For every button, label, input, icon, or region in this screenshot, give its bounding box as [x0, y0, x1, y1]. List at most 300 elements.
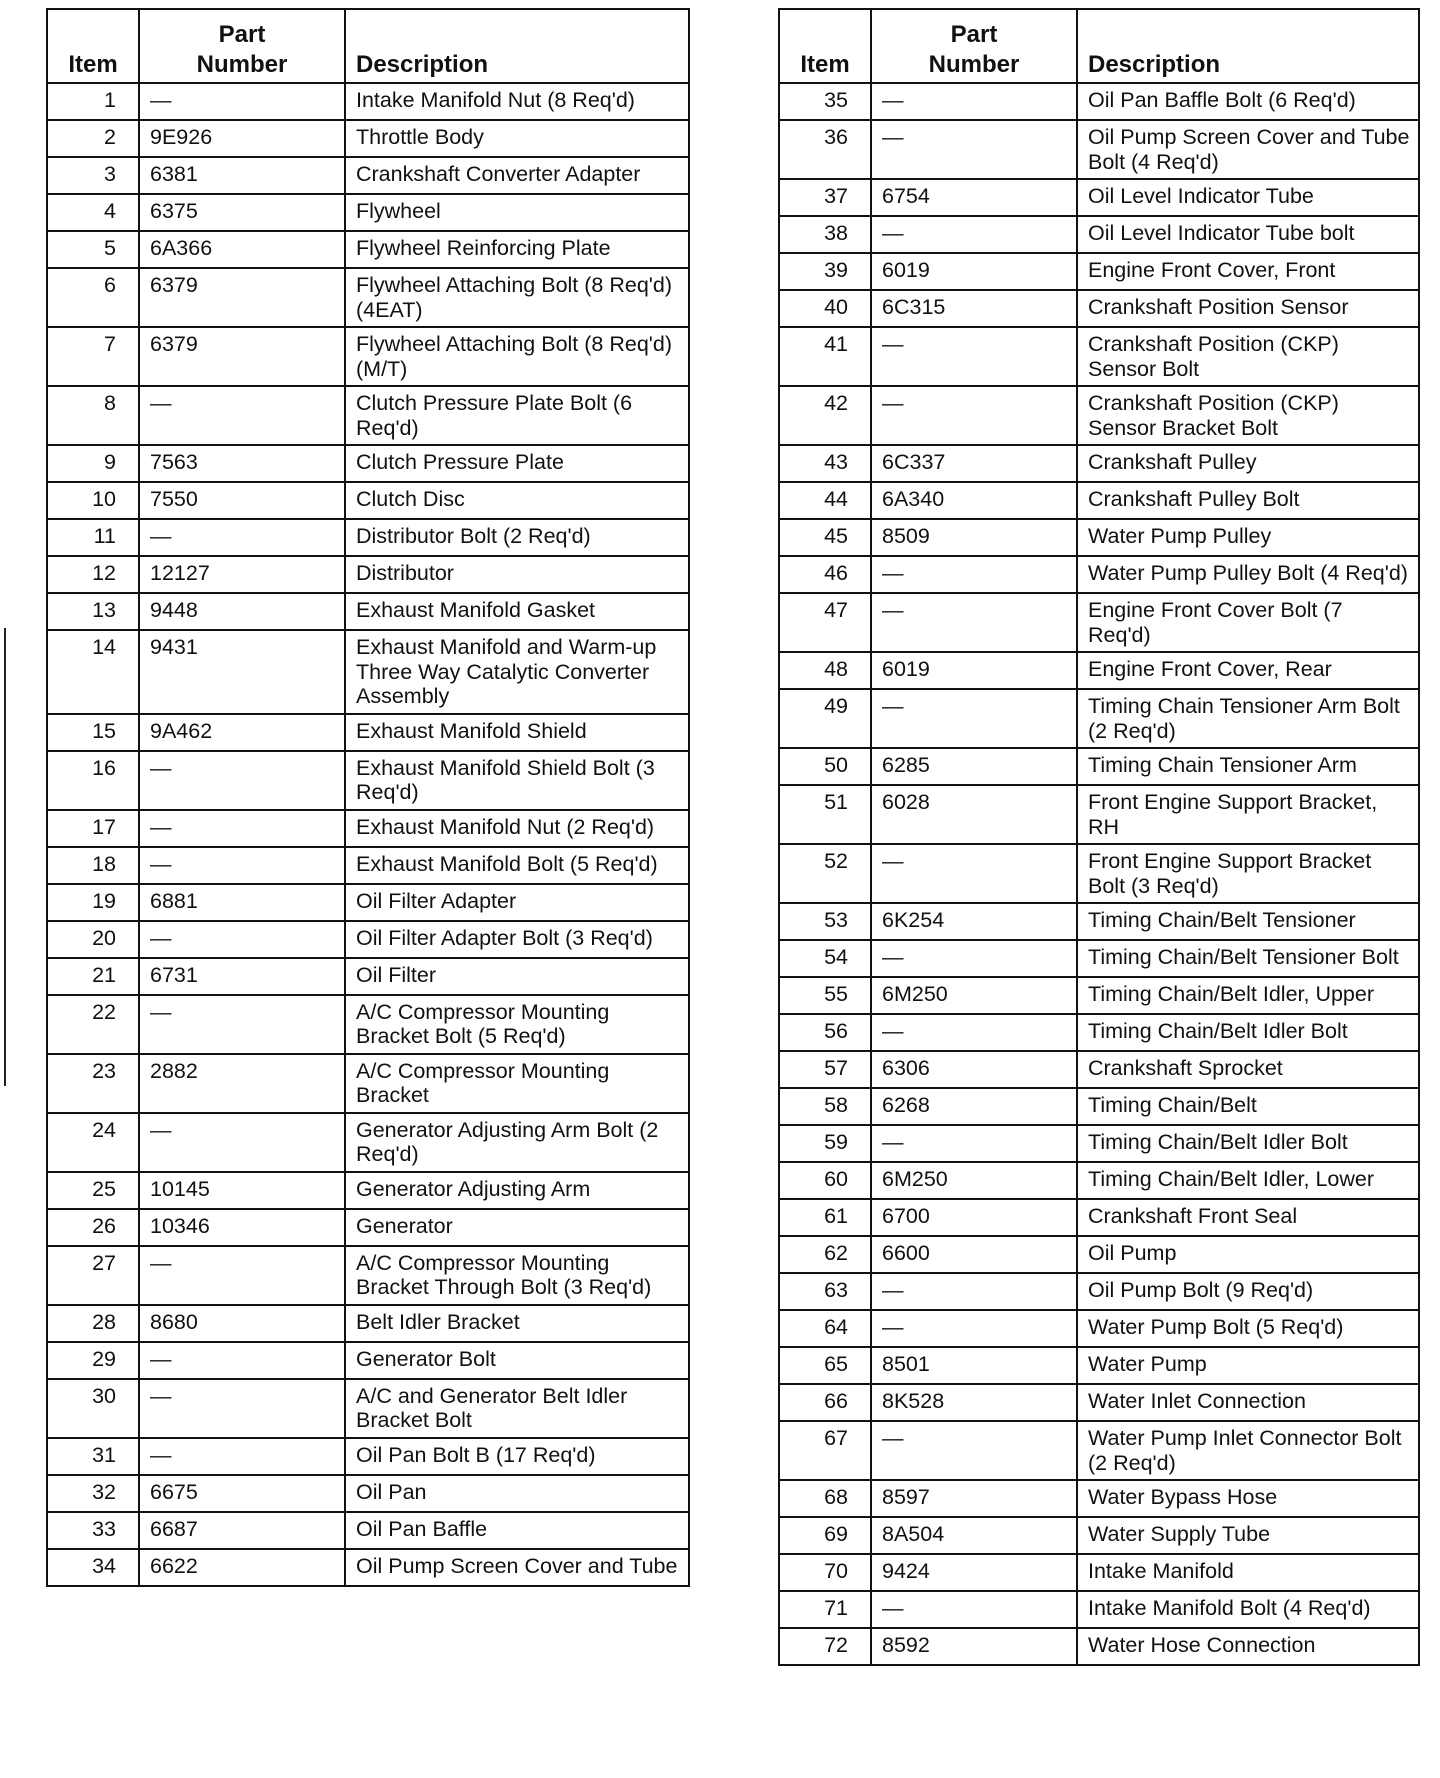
part-number: 6M250 [871, 977, 1077, 1014]
part-number: — [139, 995, 345, 1054]
item-number: 59 [779, 1125, 871, 1162]
table-row [47, 83, 689, 120]
part-number: 6268 [871, 1088, 1077, 1125]
description: Flywheel Reinforcing Plate [345, 231, 689, 268]
description: Flywheel [345, 194, 689, 231]
item-number: 64 [779, 1310, 871, 1347]
description: Water Pump [1077, 1347, 1419, 1384]
header-part-line2: Number [196, 51, 288, 78]
item-number: 49 [779, 689, 871, 748]
table-row [47, 1549, 689, 1586]
description: Crankshaft Position Sensor [1077, 290, 1419, 327]
item-number: 33 [47, 1512, 139, 1549]
item-number: 15 [47, 714, 139, 751]
description: Oil Pan Bolt B (17 Req'd) [345, 1438, 689, 1475]
part-number: — [139, 1113, 345, 1172]
table-row [779, 1384, 1419, 1421]
table-row [779, 689, 1419, 748]
part-number: 6687 [139, 1512, 345, 1549]
part-number: — [871, 1421, 1077, 1480]
description: Timing Chain/Belt Idler Bolt [1077, 1125, 1419, 1162]
part-number: 2882 [139, 1054, 345, 1113]
item-number: 44 [779, 482, 871, 519]
description: Oil Level Indicator Tube [1077, 179, 1419, 216]
item-number: 42 [779, 386, 871, 445]
part-number: 6600 [871, 1236, 1077, 1273]
description: Exhaust Manifold Nut (2 Req'd) [345, 810, 689, 847]
table-row [47, 847, 689, 884]
part-number: 9424 [871, 1554, 1077, 1591]
description: Intake Manifold Nut (8 Req'd) [345, 83, 689, 120]
part-number: — [871, 593, 1077, 652]
part-number: — [139, 921, 345, 958]
item-number: 39 [779, 253, 871, 290]
item-number: 69 [779, 1517, 871, 1554]
item-number: 28 [47, 1305, 139, 1342]
part-number: 8680 [139, 1305, 345, 1342]
item-number: 9 [47, 445, 139, 482]
part-number: 6754 [871, 179, 1077, 216]
description: Clutch Pressure Plate Bolt (6 Req'd) [345, 386, 689, 445]
table-row [47, 268, 689, 327]
description: Crankshaft Position (CKP) Sensor Bolt [1077, 327, 1419, 386]
table-row [779, 482, 1419, 519]
part-number: — [871, 1591, 1077, 1628]
description: Water Inlet Connection [1077, 1384, 1419, 1421]
item-number: 62 [779, 1236, 871, 1273]
item-number: 29 [47, 1342, 139, 1379]
description: Crankshaft Pulley Bolt [1077, 482, 1419, 519]
table-row [47, 445, 689, 482]
part-number: 6675 [139, 1475, 345, 1512]
description: Engine Front Cover Bolt (7 Req'd) [1077, 593, 1419, 652]
header-part-line1: Part [950, 21, 998, 48]
part-number: 6700 [871, 1199, 1077, 1236]
table-row [47, 1475, 689, 1512]
table-row [47, 1209, 689, 1246]
part-number: 6622 [139, 1549, 345, 1586]
item-number: 30 [47, 1379, 139, 1438]
table-row [779, 903, 1419, 940]
part-number: — [139, 847, 345, 884]
part-number: — [871, 216, 1077, 253]
item-number: 13 [47, 593, 139, 630]
item-number: 34 [47, 1549, 139, 1586]
part-number: — [139, 1379, 345, 1438]
item-number: 53 [779, 903, 871, 940]
table-row [47, 1438, 689, 1475]
table-row [779, 1125, 1419, 1162]
item-number: 57 [779, 1051, 871, 1088]
item-number: 12 [47, 556, 139, 593]
description: A/C Compressor Mounting Bracket [345, 1054, 689, 1113]
table-row [779, 593, 1419, 652]
table-row [779, 1347, 1419, 1384]
description: Oil Level Indicator Tube bolt [1077, 216, 1419, 253]
description: Oil Pan Baffle Bolt (6 Req'd) [1077, 83, 1419, 120]
item-number: 22 [47, 995, 139, 1054]
part-number: 6381 [139, 157, 345, 194]
part-number: 6379 [139, 327, 345, 386]
part-number: 6A366 [139, 231, 345, 268]
item-number: 1 [47, 83, 139, 120]
description: Generator Adjusting Arm [345, 1172, 689, 1209]
table-row [47, 958, 689, 995]
item-number: 26 [47, 1209, 139, 1246]
description: Flywheel Attaching Bolt (8 Req'd) (4EAT) [345, 268, 689, 327]
part-number: 10346 [139, 1209, 345, 1246]
part-number: 8501 [871, 1347, 1077, 1384]
item-number: 2 [47, 120, 139, 157]
table-row [47, 751, 689, 810]
item-number: 43 [779, 445, 871, 482]
table-row [47, 386, 689, 445]
part-number: 9A462 [139, 714, 345, 751]
item-number: 72 [779, 1628, 871, 1665]
description: Generator Bolt [345, 1342, 689, 1379]
table-row [47, 1172, 689, 1209]
description: Exhaust Manifold Shield Bolt (3 Req'd) [345, 751, 689, 810]
table-row [779, 1014, 1419, 1051]
table-row [779, 1591, 1419, 1628]
description: Oil Filter Adapter Bolt (3 Req'd) [345, 921, 689, 958]
description: Oil Pump Screen Cover and Tube Bolt (4 Req'd) [1077, 120, 1419, 179]
description: Timing Chain/Belt Tensioner [1077, 903, 1419, 940]
part-number: 6731 [139, 958, 345, 995]
description: Water Pump Bolt (5 Req'd) [1077, 1310, 1419, 1347]
part-number: 9E926 [139, 120, 345, 157]
table-row [779, 519, 1419, 556]
description: Engine Front Cover, Rear [1077, 652, 1419, 689]
item-number: 32 [47, 1475, 139, 1512]
description: Throttle Body [345, 120, 689, 157]
header-row [47, 9, 689, 83]
description: Generator [345, 1209, 689, 1246]
description: Clutch Disc [345, 482, 689, 519]
item-number: 52 [779, 844, 871, 903]
part-number: 6M250 [871, 1162, 1077, 1199]
part-number: — [139, 386, 345, 445]
table-row [779, 1199, 1419, 1236]
table-row [47, 556, 689, 593]
item-number: 14 [47, 630, 139, 714]
margin-rule [4, 628, 6, 1086]
table-row [779, 120, 1419, 179]
part-number: 6028 [871, 785, 1077, 844]
part-number: 6019 [871, 652, 1077, 689]
item-number: 11 [47, 519, 139, 556]
part-number: 8K528 [871, 1384, 1077, 1421]
table-row [779, 652, 1419, 689]
description: Crankshaft Pulley [1077, 445, 1419, 482]
table-row [779, 83, 1419, 120]
item-number: 6 [47, 268, 139, 327]
part-number: 6285 [871, 748, 1077, 785]
item-number: 60 [779, 1162, 871, 1199]
item-number: 58 [779, 1088, 871, 1125]
description: Water Pump Inlet Connector Bolt (2 Req'd) [1077, 1421, 1419, 1480]
header-description: Description [345, 9, 689, 83]
header-description: Description [1077, 9, 1419, 83]
part-number: — [871, 940, 1077, 977]
table-row [47, 995, 689, 1054]
description: Oil Filter Adapter [345, 884, 689, 921]
item-number: 70 [779, 1554, 871, 1591]
header-part-line2: Number [928, 51, 1020, 78]
header-part-number [139, 9, 345, 83]
header-part-number [871, 9, 1077, 83]
part-number: 8509 [871, 519, 1077, 556]
item-number: 68 [779, 1480, 871, 1517]
table-row [47, 120, 689, 157]
item-number: 48 [779, 652, 871, 689]
part-number: — [871, 1125, 1077, 1162]
part-number: — [871, 844, 1077, 903]
table-row [779, 1273, 1419, 1310]
item-number: 41 [779, 327, 871, 386]
table-row [47, 327, 689, 386]
table-row [779, 1480, 1419, 1517]
header-part-line1: Part [218, 21, 266, 48]
part-number: 6C315 [871, 290, 1077, 327]
item-number: 10 [47, 482, 139, 519]
description: Timing Chain/Belt [1077, 1088, 1419, 1125]
description: Belt Idler Bracket [345, 1305, 689, 1342]
item-number: 65 [779, 1347, 871, 1384]
table-row [47, 1305, 689, 1342]
table-row [47, 921, 689, 958]
table-row [779, 785, 1419, 844]
description: Front Engine Support Bracket Bolt (3 Req'd) [1077, 844, 1419, 903]
item-number: 23 [47, 1054, 139, 1113]
part-number: 8A504 [871, 1517, 1077, 1554]
table-row [779, 253, 1419, 290]
description: Flywheel Attaching Bolt (8 Req'd) (M/T) [345, 327, 689, 386]
item-number: 31 [47, 1438, 139, 1475]
item-number: 37 [779, 179, 871, 216]
part-number: — [139, 1438, 345, 1475]
table-row [779, 216, 1419, 253]
table-row [47, 1512, 689, 1549]
item-number: 55 [779, 977, 871, 1014]
description: Timing Chain Tensioner Arm Bolt (2 Req'd) [1077, 689, 1419, 748]
part-number: — [871, 1273, 1077, 1310]
description: Front Engine Support Bracket, RH [1077, 785, 1419, 844]
table-row [47, 593, 689, 630]
part-number: — [871, 1014, 1077, 1051]
table-row [779, 940, 1419, 977]
description: Engine Front Cover, Front [1077, 253, 1419, 290]
table-row [779, 748, 1419, 785]
description: Oil Filter [345, 958, 689, 995]
table-row [47, 1113, 689, 1172]
description: Timing Chain/Belt Idler, Lower [1077, 1162, 1419, 1199]
table-row [779, 977, 1419, 1014]
description: Crankshaft Sprocket [1077, 1051, 1419, 1088]
table-row [47, 1342, 689, 1379]
item-number: 4 [47, 194, 139, 231]
parts-table-left [46, 8, 690, 1587]
part-number: — [139, 751, 345, 810]
table-row [47, 1246, 689, 1305]
item-number: 16 [47, 751, 139, 810]
description: Oil Pump Bolt (9 Req'd) [1077, 1273, 1419, 1310]
item-number: 27 [47, 1246, 139, 1305]
table-row [779, 1421, 1419, 1480]
item-number: 66 [779, 1384, 871, 1421]
part-number: 12127 [139, 556, 345, 593]
table-row [47, 157, 689, 194]
table-row [779, 179, 1419, 216]
part-number: — [871, 1310, 1077, 1347]
item-number: 35 [779, 83, 871, 120]
description: Timing Chain/Belt Tensioner Bolt [1077, 940, 1419, 977]
item-number: 36 [779, 120, 871, 179]
part-number: 6306 [871, 1051, 1077, 1088]
item-number: 21 [47, 958, 139, 995]
part-number: — [871, 689, 1077, 748]
description: Intake Manifold [1077, 1554, 1419, 1591]
part-number: — [139, 1246, 345, 1305]
part-number: 6K254 [871, 903, 1077, 940]
item-number: 51 [779, 785, 871, 844]
table-row [779, 1051, 1419, 1088]
description: Intake Manifold Bolt (4 Req'd) [1077, 1591, 1419, 1628]
part-number: 6A340 [871, 482, 1077, 519]
part-number: — [139, 519, 345, 556]
header-item: Item [779, 9, 871, 83]
description: Timing Chain/Belt Idler Bolt [1077, 1014, 1419, 1051]
part-number: 8597 [871, 1480, 1077, 1517]
item-number: 67 [779, 1421, 871, 1480]
table-row [779, 1310, 1419, 1347]
item-number: 40 [779, 290, 871, 327]
description: Water Bypass Hose [1077, 1480, 1419, 1517]
header-row [779, 9, 1419, 83]
item-number: 63 [779, 1273, 871, 1310]
parts-table-right [778, 8, 1420, 1666]
table-row [47, 519, 689, 556]
description: Distributor [345, 556, 689, 593]
table-row [779, 1088, 1419, 1125]
part-number: — [139, 1342, 345, 1379]
table-row [47, 1379, 689, 1438]
description: Water Supply Tube [1077, 1517, 1419, 1554]
description: Oil Pan [345, 1475, 689, 1512]
table-row [47, 714, 689, 751]
item-number: 46 [779, 556, 871, 593]
description: Oil Pump Screen Cover and Tube [345, 1549, 689, 1586]
table-row [47, 194, 689, 231]
part-number: 6375 [139, 194, 345, 231]
description: Timing Chain/Belt Idler, Upper [1077, 977, 1419, 1014]
table-row [779, 445, 1419, 482]
table-row [779, 290, 1419, 327]
description: Exhaust Manifold and Warm-up Three Way Catalytic Converter Assembly [345, 630, 689, 714]
table-row [47, 630, 689, 714]
item-number: 5 [47, 231, 139, 268]
item-number: 71 [779, 1591, 871, 1628]
item-number: 20 [47, 921, 139, 958]
description: Clutch Pressure Plate [345, 445, 689, 482]
table-row [779, 1236, 1419, 1273]
table-row [779, 1162, 1419, 1199]
item-number: 56 [779, 1014, 871, 1051]
description: Oil Pan Baffle [345, 1512, 689, 1549]
part-number: 9431 [139, 630, 345, 714]
description: Timing Chain Tensioner Arm [1077, 748, 1419, 785]
part-number: 6C337 [871, 445, 1077, 482]
part-number: — [871, 386, 1077, 445]
description: Crankshaft Position (CKP) Sensor Bracket Bolt [1077, 386, 1419, 445]
table-row [779, 327, 1419, 386]
part-number: 7563 [139, 445, 345, 482]
part-number: — [139, 810, 345, 847]
table-row [779, 386, 1419, 445]
item-number: 19 [47, 884, 139, 921]
description: A/C Compressor Mounting Bracket Through Bolt (3 Req'd) [345, 1246, 689, 1305]
part-number: 10145 [139, 1172, 345, 1209]
item-number: 61 [779, 1199, 871, 1236]
description: Crankshaft Front Seal [1077, 1199, 1419, 1236]
table-row [47, 231, 689, 268]
table-row [779, 844, 1419, 903]
part-number: 8592 [871, 1628, 1077, 1665]
part-number: 7550 [139, 482, 345, 519]
table-row [47, 482, 689, 519]
item-number: 38 [779, 216, 871, 253]
description: Exhaust Manifold Shield [345, 714, 689, 751]
item-number: 45 [779, 519, 871, 556]
description: A/C Compressor Mounting Bracket Bolt (5 Req'd) [345, 995, 689, 1054]
item-number: 50 [779, 748, 871, 785]
header-item: Item [47, 9, 139, 83]
description: Crankshaft Converter Adapter [345, 157, 689, 194]
item-number: 8 [47, 386, 139, 445]
part-number: — [871, 556, 1077, 593]
table-row [779, 556, 1419, 593]
part-number: — [871, 83, 1077, 120]
item-number: 47 [779, 593, 871, 652]
description: Water Pump Pulley Bolt (4 Req'd) [1077, 556, 1419, 593]
description: Generator Adjusting Arm Bolt (2 Req'd) [345, 1113, 689, 1172]
item-number: 7 [47, 327, 139, 386]
item-number: 17 [47, 810, 139, 847]
table-row [47, 884, 689, 921]
part-number: — [871, 120, 1077, 179]
table-row [779, 1554, 1419, 1591]
item-number: 18 [47, 847, 139, 884]
description: Distributor Bolt (2 Req'd) [345, 519, 689, 556]
part-number: 9448 [139, 593, 345, 630]
item-number: 25 [47, 1172, 139, 1209]
table-row [779, 1517, 1419, 1554]
description: Oil Pump [1077, 1236, 1419, 1273]
part-number: 6019 [871, 253, 1077, 290]
description: Water Hose Connection [1077, 1628, 1419, 1665]
description: Exhaust Manifold Bolt (5 Req'd) [345, 847, 689, 884]
description: Water Pump Pulley [1077, 519, 1419, 556]
table-row [47, 1054, 689, 1113]
item-number: 54 [779, 940, 871, 977]
part-number: 6881 [139, 884, 345, 921]
part-number: 6379 [139, 268, 345, 327]
table-row [779, 1628, 1419, 1665]
part-number: — [139, 83, 345, 120]
item-number: 24 [47, 1113, 139, 1172]
description: A/C and Generator Belt Idler Bracket Bolt [345, 1379, 689, 1438]
part-number: — [871, 327, 1077, 386]
